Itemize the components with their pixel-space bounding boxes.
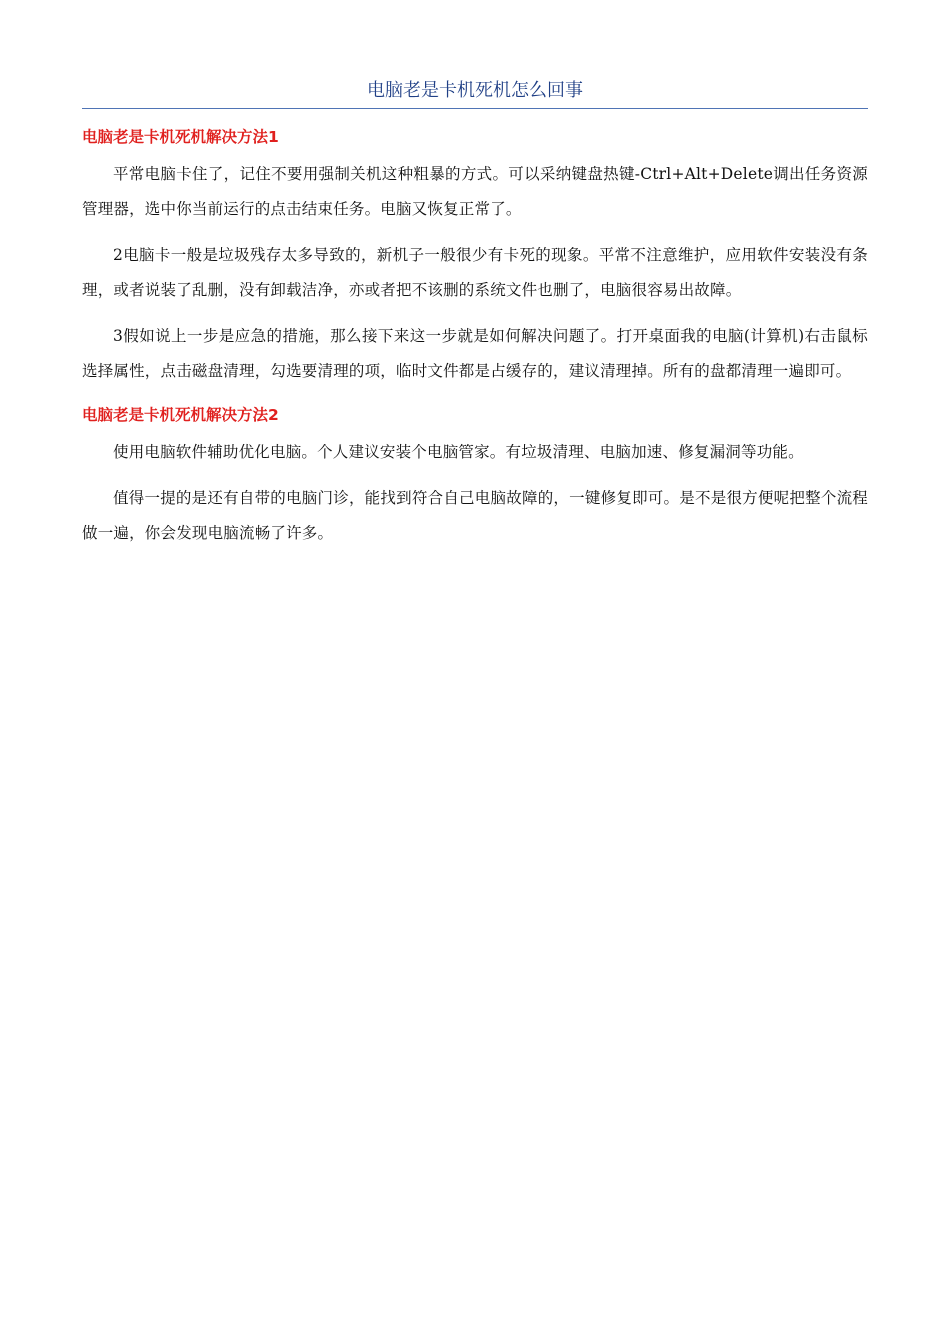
section-heading: 电脑老是卡机死机解决方法2: [82, 406, 279, 424]
paragraph: 使用电脑软件辅助优化电脑。个人建议安装个电脑管家。有垃圾清理、电脑加速、修复漏洞等功能。: [113, 443, 804, 461]
paragraph: 2电脑卡一般是垃圾残存太多导致的，新机子一般很少有卡死的现象。平常不注意维护，应用软件安装没有条理，或者说装了乱删，没有卸载洁净，亦或者把不该删的系统文件也删了，电脑很容易出故障。: [82, 246, 868, 299]
section-heading: 电脑老是卡机死机解决方法1: [82, 128, 279, 146]
document-title: 电脑老是卡机死机怎么回事: [367, 80, 583, 101]
section-method-1: [82, 125, 868, 389]
document-page: [82, 78, 868, 562]
paragraph: 平常电脑卡住了，记住不要用强制关机这种粗暴的方式。可以采纳键盘热键-Ctrl+Alt+Delete调出任务资源管理器，选中你当前运行的点击结束任务。电脑又恢复正常了。: [82, 165, 868, 218]
section-method-2: [82, 403, 868, 551]
document-header: [82, 78, 868, 109]
paragraph: 3假如说上一步是应急的措施，那么接下来这一步就是如何解决问题了。打开桌面我的电脑(计算机)右击鼠标选择属性，点击磁盘清理，勾选要清理的项，临时文件都是占缓存的，建议清理掉。所有的盘都清理一遍即可。: [82, 327, 868, 380]
paragraph: 值得一提的是还有自带的电脑门诊，能找到符合自己电脑故障的，一键修复即可。是不是很方便呢把整个流程做一遍，你会发现电脑流畅了许多。: [82, 489, 868, 542]
